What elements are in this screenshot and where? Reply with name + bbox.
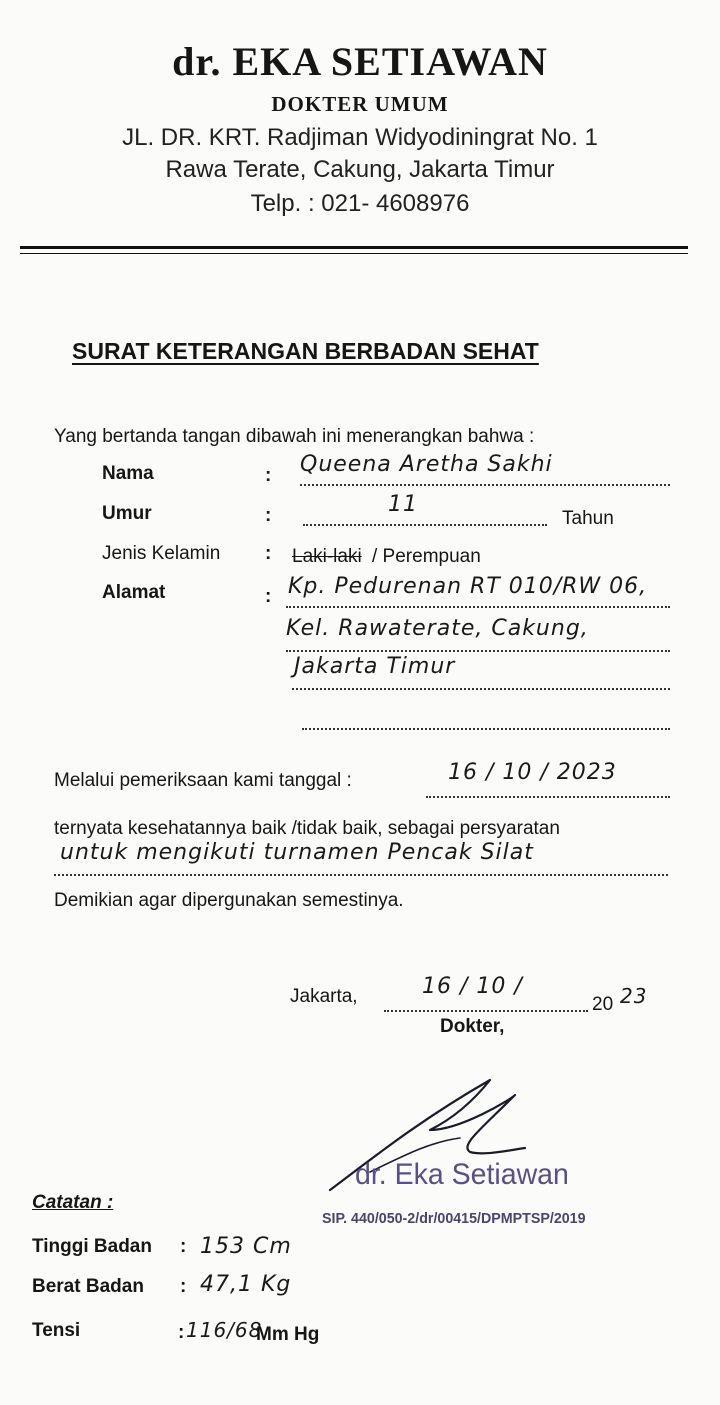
- height-value: 153 Cm: [200, 1234, 292, 1259]
- stamp-sip-number: SIP. 440/050-2/dr/00415/DPMPTSP/2019: [322, 1210, 586, 1227]
- alamat-line-1: Kp. Pedurenan RT 010/RW 06,: [288, 574, 648, 599]
- notes-heading: Catatan :: [32, 1192, 114, 1213]
- nama-label: Nama: [102, 463, 154, 484]
- address-line-1: JL. DR. KRT. Radjiman Widyodiningrat No. 1: [122, 124, 598, 151]
- gender-colon: :: [265, 543, 272, 564]
- sign-year-suffix: 23: [620, 984, 648, 1008]
- bp-unit: Mm Hg: [256, 1324, 320, 1345]
- stamp-doctor-name: dr. Eka Setiawan: [355, 1158, 569, 1191]
- purpose-dotline: [54, 874, 668, 876]
- alamat-line-3: Jakarta Timur: [294, 654, 456, 679]
- height-label: Tinggi Badan: [32, 1236, 152, 1257]
- alamat-dotline-1: [286, 606, 670, 608]
- umur-label: Umur: [102, 503, 152, 524]
- result-text: ternyata kesehatannya baik /tidak baik, sebagai persyaratan: [54, 818, 560, 839]
- sign-city: Jakarta,: [290, 986, 358, 1007]
- address-line-2: Rawa Terate, Cakung, Jakarta Timur: [165, 156, 555, 183]
- alamat-dotline-3: [292, 688, 670, 690]
- sign-role: Dokter,: [440, 1016, 505, 1037]
- header-divider-thin: [20, 253, 688, 254]
- weight-value: 47,1 Kg: [200, 1272, 292, 1297]
- gender-struck-option: Laki-laki: [292, 546, 362, 567]
- exam-date-value: 16 / 10 / 2023: [448, 760, 617, 785]
- alamat-dotline-2: [286, 650, 670, 652]
- alamat-label: Alamat: [102, 582, 166, 603]
- umur-dotline: [303, 524, 547, 526]
- alamat-dotline-4: [302, 728, 670, 730]
- doctor-specialty: DOKTER UMUM: [271, 92, 449, 116]
- sign-date-dotline: [384, 1010, 588, 1012]
- gender-label: Jenis Kelamin: [102, 543, 221, 564]
- nama-value: Queena Aretha Sakhi: [300, 452, 553, 477]
- gender-value: / Perempuan: [372, 546, 481, 567]
- alamat-line-2: Kel. Rawaterate, Cakung,: [286, 616, 589, 641]
- alamat-colon: :: [265, 586, 272, 607]
- sign-date: 16 / 10 /: [422, 974, 523, 999]
- nama-dotline: [300, 484, 670, 486]
- doctor-name: dr. EKA SETIAWAN: [172, 39, 548, 84]
- height-colon: :: [180, 1236, 187, 1257]
- umur-value: 11: [388, 492, 418, 517]
- exam-date-label: Melalui pemeriksaan kami tanggal :: [54, 770, 352, 791]
- sign-year-prefix: 20: [592, 994, 614, 1015]
- header-divider-thick: [20, 246, 688, 249]
- intro-text: Yang bertanda tangan dibawah ini menerangkan bahwa :: [54, 426, 535, 447]
- umur-colon: :: [265, 505, 272, 526]
- weight-label: Berat Badan: [32, 1276, 144, 1297]
- weight-colon: :: [180, 1276, 187, 1297]
- nama-colon: :: [265, 465, 272, 486]
- bp-colon: :: [178, 1322, 185, 1343]
- bp-label: Tensi: [32, 1320, 81, 1341]
- phone-number: Telp. : 021- 4608976: [250, 190, 470, 217]
- umur-unit: Tahun: [562, 508, 614, 529]
- purpose-value: untuk mengikuti turnamen Pencak Silat: [60, 840, 534, 865]
- closing-text: Demikian agar dipergunakan semestinya.: [54, 890, 404, 911]
- bp-value: 116/68: [186, 1318, 263, 1342]
- exam-date-dotline: [426, 796, 670, 798]
- document-title: SURAT KETERANGAN BERBADAN SEHAT: [72, 338, 539, 364]
